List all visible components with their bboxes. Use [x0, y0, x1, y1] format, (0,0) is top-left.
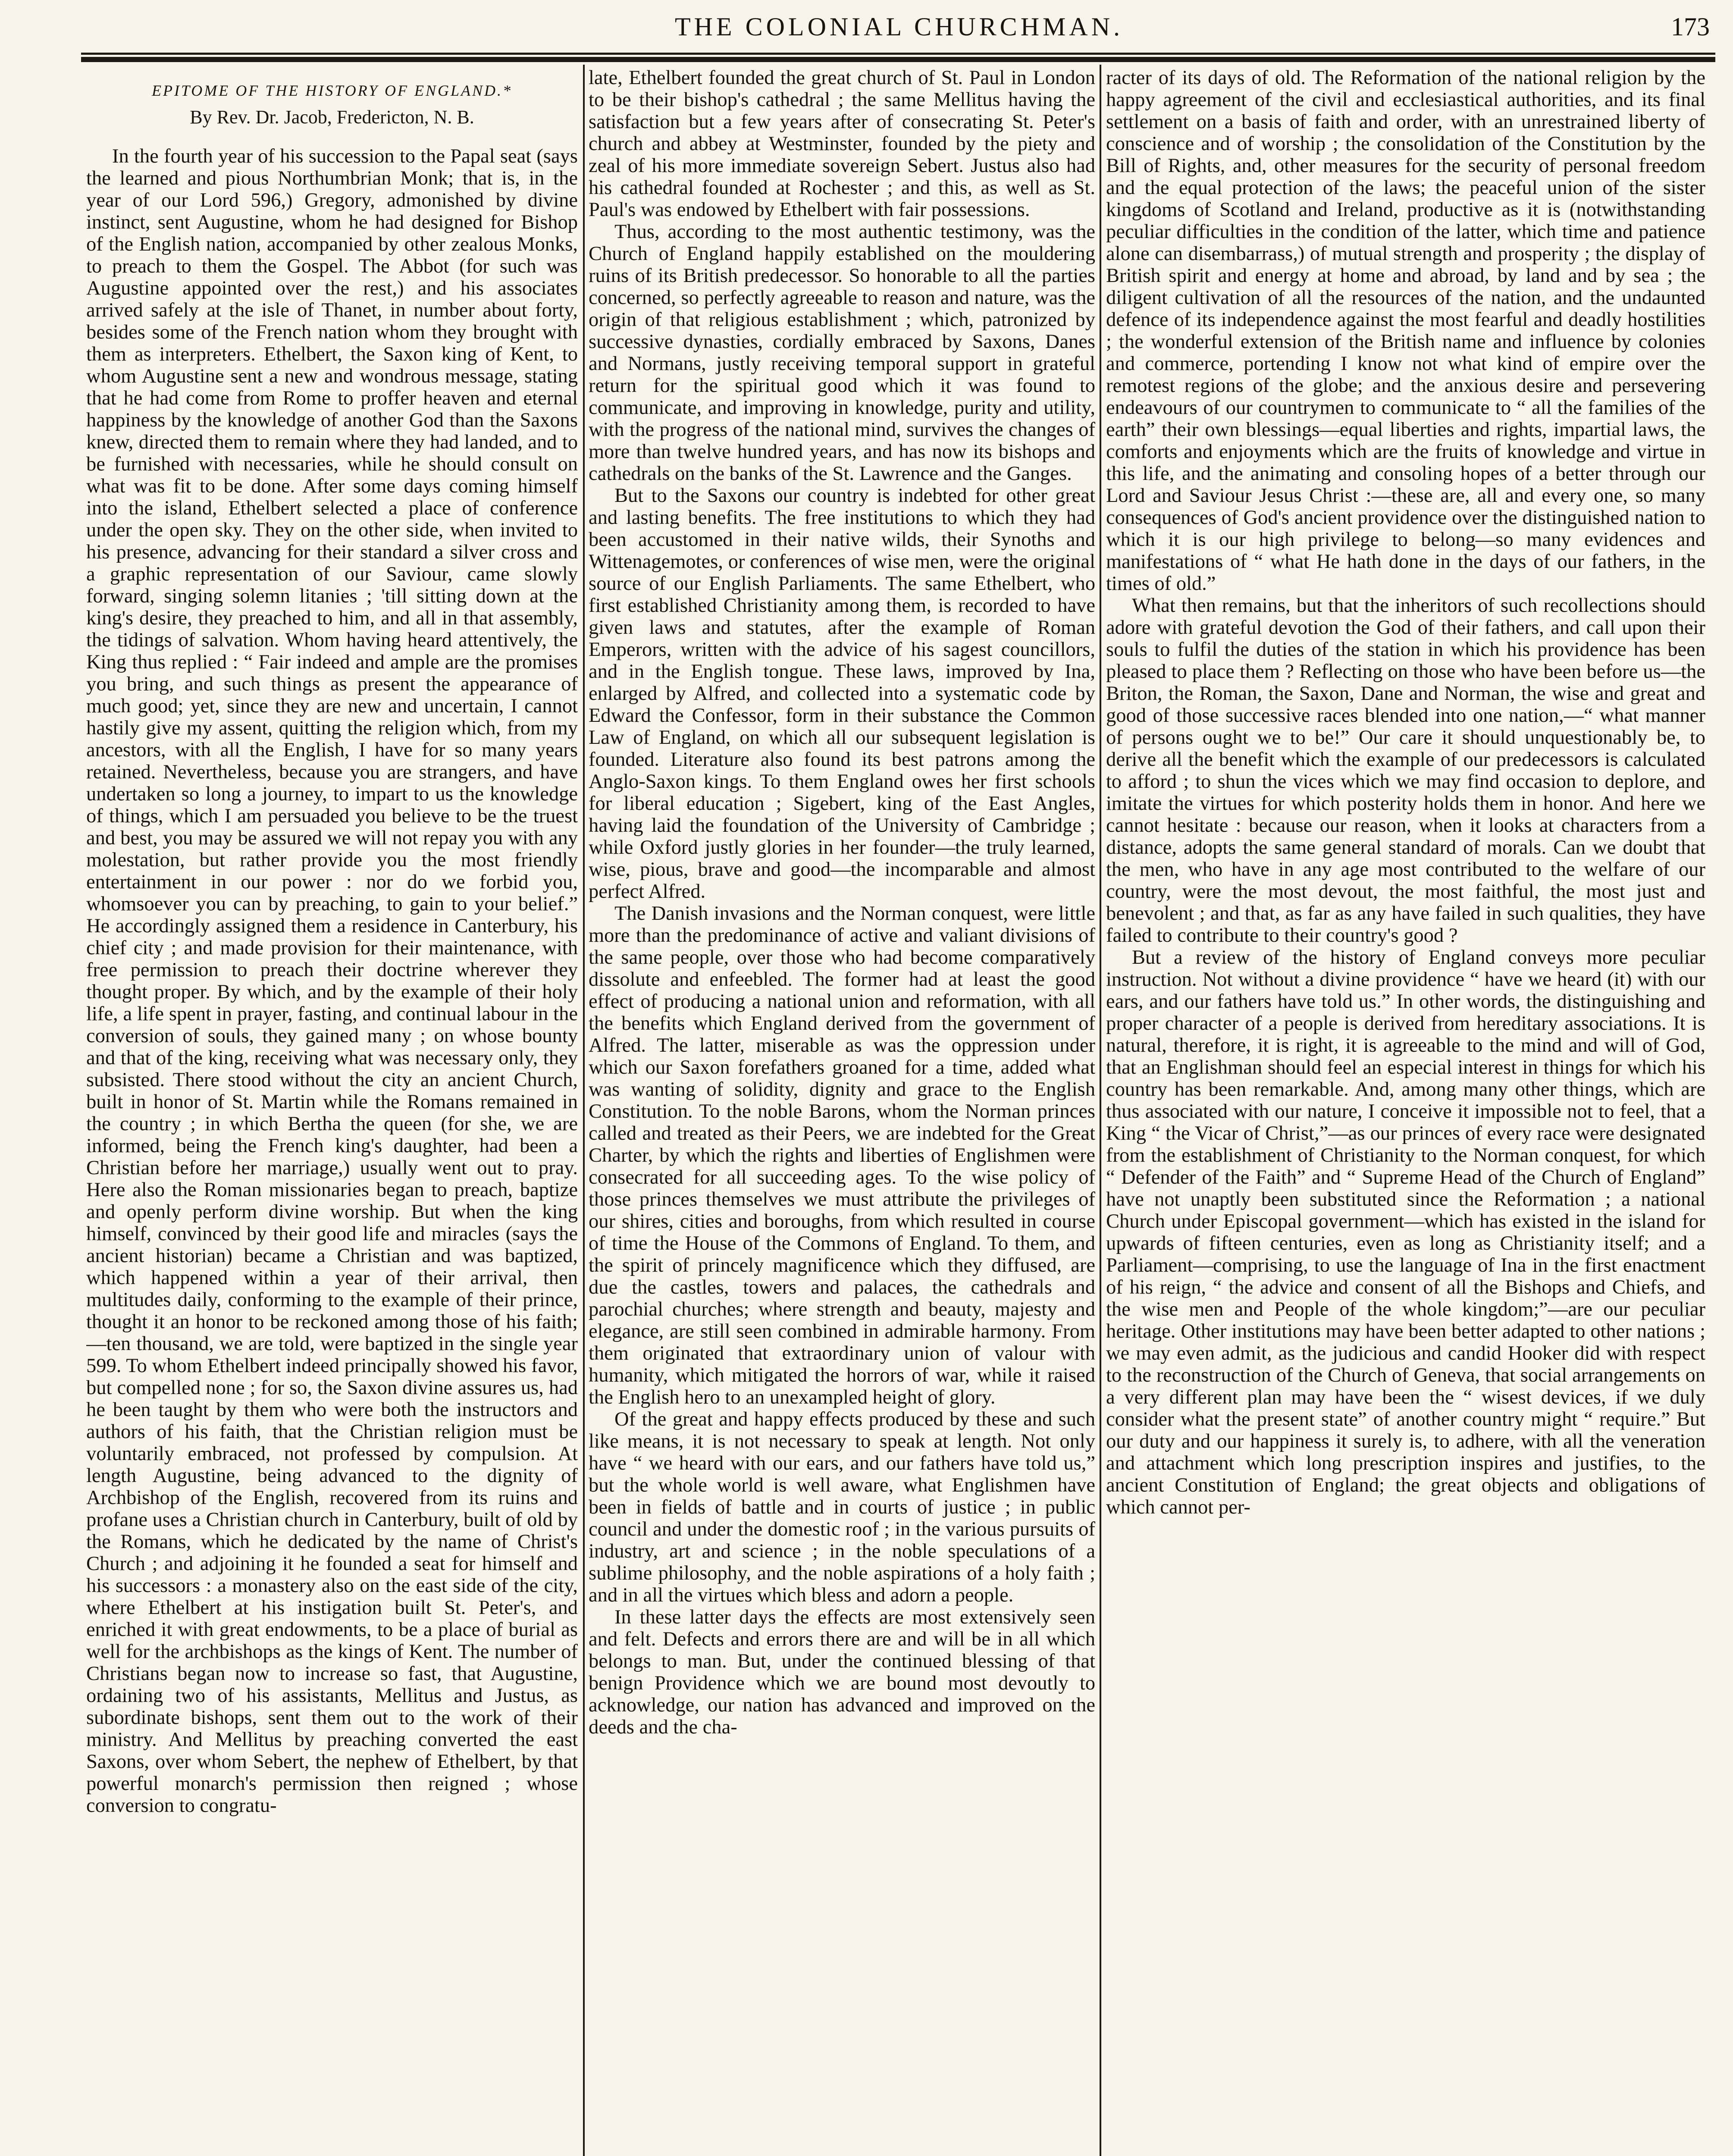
column-1: [86, 67, 578, 2156]
masthead: [80, 4, 1718, 43]
header-rule: [81, 52, 1715, 65]
column-2: [589, 67, 1095, 2156]
column-divider-1: [583, 65, 585, 2156]
paragraph: late, Ethelbert founded the great church of St. Paul in London to be their bishop's cathedral ; the same Mellitus having the satisfaction but a few years after of consecrating St. Peter's church and abbey at Westminster, founded by the piety and zeal of his more immediate sovereign Sebert. Justus also had his cathedral founded at Rochester ; and this, as well as St. Paul's was endowed by Ethelbert with fair possessions.: [589, 67, 1095, 221]
paragraph: Thus, according to the most authentic testimony, was the Church of England happily established on the mouldering ruins of its British predecessor. So honorable to all the parties concerned, so perfectly agreeable to reason and nature, was the origin of that religious establishment ; which, patronized by successive dynasties, cordially embraced by Saxons, Danes and Normans, justly receiving temporal support in grateful return for the spiritual good which it was found to communicate, and improving in knowledge, purity and utility, with the progress of the national mind, survives the changes of more than twelve hundred years, and has now its bishops and cathedrals on the banks of the St. Lawrence and the Ganges.: [589, 221, 1095, 485]
paragraph: In the fourth year of his succession to the Papal seat (says the learned and pious Northumbrian Monk; that is, in the year of our Lord 596,) Gregory, admonished by divine instinct, sent Augustine, whom he had designed for Bishop of the English nation, accompanied by other zealous Monks, to preach to them the Gospel. The Abbot (for such was Augustine appointed over the rest,) and his associates arrived safely at the isle of Thanet, in number about forty, besides some of the French nation whom they brought with them as interpreters. Ethelbert, the Saxon king of Kent, to whom Augustine sent a new and wondrous message, stating that he had come from Rome to proffer heaven and eternal happiness by the knowledge of another God than the Saxons knew, directed them to remain where they had landed, and to be furnished with necessaries, while he should consult on what was fit to be done. After some days coming himself into the island, Ethelbert selected a place of conference under the open sky. They on the other side, when invited to his presence, advancing for their standard a silver cross and a graphic representation of our Saviour, came slowly forward, singing solemn litanies ; 'till sitting down at the king's desire, they preached to him, and all in that assembly, the tidings of salvation. Whom having heard attentively, the King thus replied : “ Fair indeed and ample are the promises you bring, and such things as present the appearance of much good; yet, since they are new and uncertain, I cannot hastily give my assent, quitting the religion which, from my ancestors, with all the English, I have for so many years retained. Nevertheless, because you are strangers, and have undertaken so long a journey, to impart to us the knowledge of things, which I am persuaded you believe to be the truest and best, you may be assured we will not repay you with any molestation, but rather provide you the most friendly entertainment in our power : nor do we forbid you, whomsoever you can by preaching, to gain to your belief.” He accordingly assigned them a residence in Canterbury, his chief city ; and made provision for their maintenance, with free permission to preach their doctrine wherever they thought proper. By which, and by the example of their holy life, a life spent in prayer, fasting, and continual labour in the conversion of souls, they gained many ; on whose bounty and that of the king, receiving what was necessary only, they subsisted. There stood without the city an ancient Church, built in honor of St. Martin while the Romans remained in the country ; in which Bertha the queen (for she, we are informed, being the French king's daughter, had been a Christian before her marriage,) usually went out to pray. Here also the Roman missionaries began to preach, baptize and openly perform divine worship. But when the king himself, convinced by their good life and miracles (says the ancient historian) became a Christian and was baptized, which happened within a year of their arrival, then multitudes daily, conforming to the example of their prince, thought it an honor to be reckoned among those of his faith;—ten thousand, we are told, were baptized in the single year 599. To whom Ethelbert indeed principally showed his favor, but compelled none ; for so, the Saxon divine assures us, had he been taught by them who were both the instructors and authors of his faith, that the Christian religion must be voluntarily embraced, not professed by compulsion. At length Augustine, being advanced to the dignity of Archbishop of the English, recovered from its ruins and profane uses a Christian church in Canterbury, built of old by the Romans, which he dedicated by the name of Christ's Church ; and adjoining it he founded a seat for himself and his successors : a monastery also on the east side of the city, where Ethelbert at his instigation built St. Peter's, and enriched it with great endowments, to be a place of burial as well for the archbishops as the kings of Kent. The number of Christians began now to increase so fast, that Augustine, ordaining two of his assistants, Mellitus and Justus, as subordinate bishops, sent them out to the work of their ministry. And Mellitus by preaching converted the east Saxons, over whom Sebert, the nephew of Ethelbert, by that powerful monarch's permission then reigned ; whose conversion to congratu-: [86, 145, 578, 1817]
paragraph: But to the Saxons our country is indebted for other great and lasting benefits. The free institutions to which they had been accustomed in their native wilds, their Synoths and Wittenagemotes, or conferences of wise men, were the original source of our English Parliaments. The same Ethelbert, who first established Christianity among them, is recorded to have given laws and statutes, after the example of Roman Emperors, written with the advice of his sagest councillors, and in the English tongue. These laws, improved by Ina, enlarged by Alfred, and collected into a systematic code by Edward the Confessor, form in their substance the Common Law of England, on which all our subsequent legislation is founded. Literature also found its best patrons among the Anglo-Saxon kings. To them England owes her first schools for liberal education ; Sigebert, king of the East Angles, having laid the foundation of the University of Cambridge ; while Oxford justly glories in her founder—the truly learned, wise, pious, brave and good—the incomparable and almost perfect Alfred.: [589, 485, 1095, 903]
column-3: [1106, 67, 1705, 2156]
publication-title: THE COLONIAL CHURCHMAN.: [674, 13, 1124, 41]
paragraph: The Danish invasions and the Norman conquest, were little more than the predominance of active and valiant divisions of the same people, over those who had become comparatively dissolute and enfeebled. The former had at least the good effect of producing a national union and reformation, with all the benefits which England derived from the government of Alfred. The latter, miserable as was the oppression under which our Saxon forefathers groaned for a time, added what was wanting of solidity, dignity and grace to the English Constitution. To the noble Barons, whom the Norman princes called and treated as their Peers, we are indebted for the Great Charter, by which the rights and liberties of Englishmen were consecrated for all succeeding ages. To the wise policy of those princes themselves we must attribute the privileges of our shires, cities and boroughs, from which resulted in course of time the House of the Commons of England. To them, and the spirit of princely magnificence which they diffused, are due the castles, towers and palaces, the cathedrals and parochial churches; where strength and beauty, majesty and elegance, are still seen combined in admirable harmony. From them originated that extraordinary union of valour with humanity, which mitigated the horrors of war, while it raised the English hero to an unexampled height of glory.: [589, 903, 1095, 1408]
paragraph: What then remains, but that the inheritors of such recollections should adore with grateful devotion the God of their fathers, and call upon their souls to fulfil the duties of the station in which his providence has been pleased to place them ? Reflecting on those who have been before us—the Briton, the Roman, the Saxon, Dane and Norman, the wise and great and good of those successive races blended into one nation,—“ what manner of persons ought we to be!” Our care it should unquestionably be, to derive all the benefit which the example of our predecessors is calculated to afford ; to shun the vices which we may find occasion to deplore, and imitate the virtues for which posterity holds them in honor. And here we cannot hesitate : because our reason, when it looks at characters from a distance, adopts the same general standard of morals. Can we doubt that the men, who have in any age most contributed to the welfare of our country, were the most devout, the most faithful, the most just and benevolent ; and that, as far as any have failed in such qualities, they have failed to contribute to their country's good ?: [1106, 595, 1705, 946]
column-divider-2: [1100, 65, 1101, 2156]
paragraph: racter of its days of old. The Reformation of the national religion by the happy agreement of the civil and ecclesiastical authorities, and its final settlement on a basis of faith and order, with an unrestrained liberty of conscience and of worship ; the consolidation of the Constitution by the Bill of Rights, and, other measures for the security of personal freedom and the equal protection of the laws; the peaceful union of the sister kingdoms of Scotland and Ireland, productive as it is (notwithstanding peculiar difficulties in the condition of the latter, which time and patience alone can disembarrass,) of mutual strength and prosperity ; the display of British spirit and energy at home and abroad, by land and by sea ; the diligent cultivation of all the resources of the nation, and the undaunted defence of its independence against the most fearful and deadly hostilities ; the wonderful extension of the British name and influence by colonies and commerce, portending I know not what kind of empire over the remotest regions of the globe; and the anxious desire and persevering endeavours of our countrymen to communicate to “ all the families of the earth” their own blessings—equal liberties and rights, impartial laws, the comforts and enjoyments which are the fruits of knowledge and virtue in this life, and the animating and consoling hopes of a better through our Lord and Saviour Jesus Christ :—these are, all and every one, so many consequences of God's ancient providence over the distinguished nation to which it is our high privilege to belong—so many evidences and manifestations of “ what He hath done in the days of our fathers, in the times of old.”: [1106, 67, 1705, 595]
paragraph: But a review of the history of England conveys more peculiar instruction. Not without a divine providence “ have we heard (it) with our ears, and our fathers have told us.” In other words, the distinguishing and proper character of a people is derived from hereditary associations. It is natural, therefore, it is right, it is agreeable to the mind and will of God, that an Englishman should feel an especial interest in things for which his country has been remarkable. And, among many other things, which are thus associated with our nature, I conceive it impossible not to feel, that a King “ the Vicar of Christ,”—as our princes of every race were designated from the establishment of Christianity to the Norman conquest, for which “ Defender of the Faith” and “ Supreme Head of the Church of England” have not unaptly been substituted since the Reformation ; a national Church under Episcopal government—which has existed in the island for upwards of fifteen centuries, even as long as Christianity itself; and a Parliament—comprising, to use the language of Ina in the first enactment of his reign, “ the advice and consent of all the Bishops and Chiefs, and the wise men and People of the whole kingdom;”—are our peculiar heritage. Other institutions may have been better adapted to other nations ; we may even admit, as the judicious and candid Hooker did with respect to the reconstruction of the Church of Geneva, that social arrangements on a very different plan may have been the “ wisest devices, if we duly consider what the present state” of another country might “ require.” But our duty and our happiness it surely is, to adhere, with all the veneration and attachment which long prescription inspires and justifies, to the ancient Constitution of England; the great objects and obligations of which cannot per-: [1106, 946, 1705, 1518]
paragraph: In these latter days the effects are most extensively seen and felt. Defects and errors there are and will be in all which belongs to man. But, under the continued blessing of that benign Providence which we are bound most devoutly to acknowledge, our nation has advanced and improved on the deeds and the cha-: [589, 1606, 1095, 1738]
page-number: 173: [1671, 13, 1710, 41]
article-author: By Rev. Dr. Jacob, Fredericton, N. B.: [190, 107, 474, 128]
paragraph: Of the great and happy effects produced by these and such like means, it is not necessary to speak at length. Not only have “ we heard with our ears, and our fathers have told us,” but the whole world is well aware, what Englishmen have been in fields of battle and in courts of justice ; in public council and under the domestic roof ; in the various pursuits of industry, art and science ; in the noble speculations of a sublime philosophy, and the noble aspirations of a holy faith ; and in all the virtues which bless and adorn a people.: [589, 1408, 1095, 1606]
article-title: EPITOME OF THE HISTORY OF ENGLAND.*: [151, 82, 513, 99]
